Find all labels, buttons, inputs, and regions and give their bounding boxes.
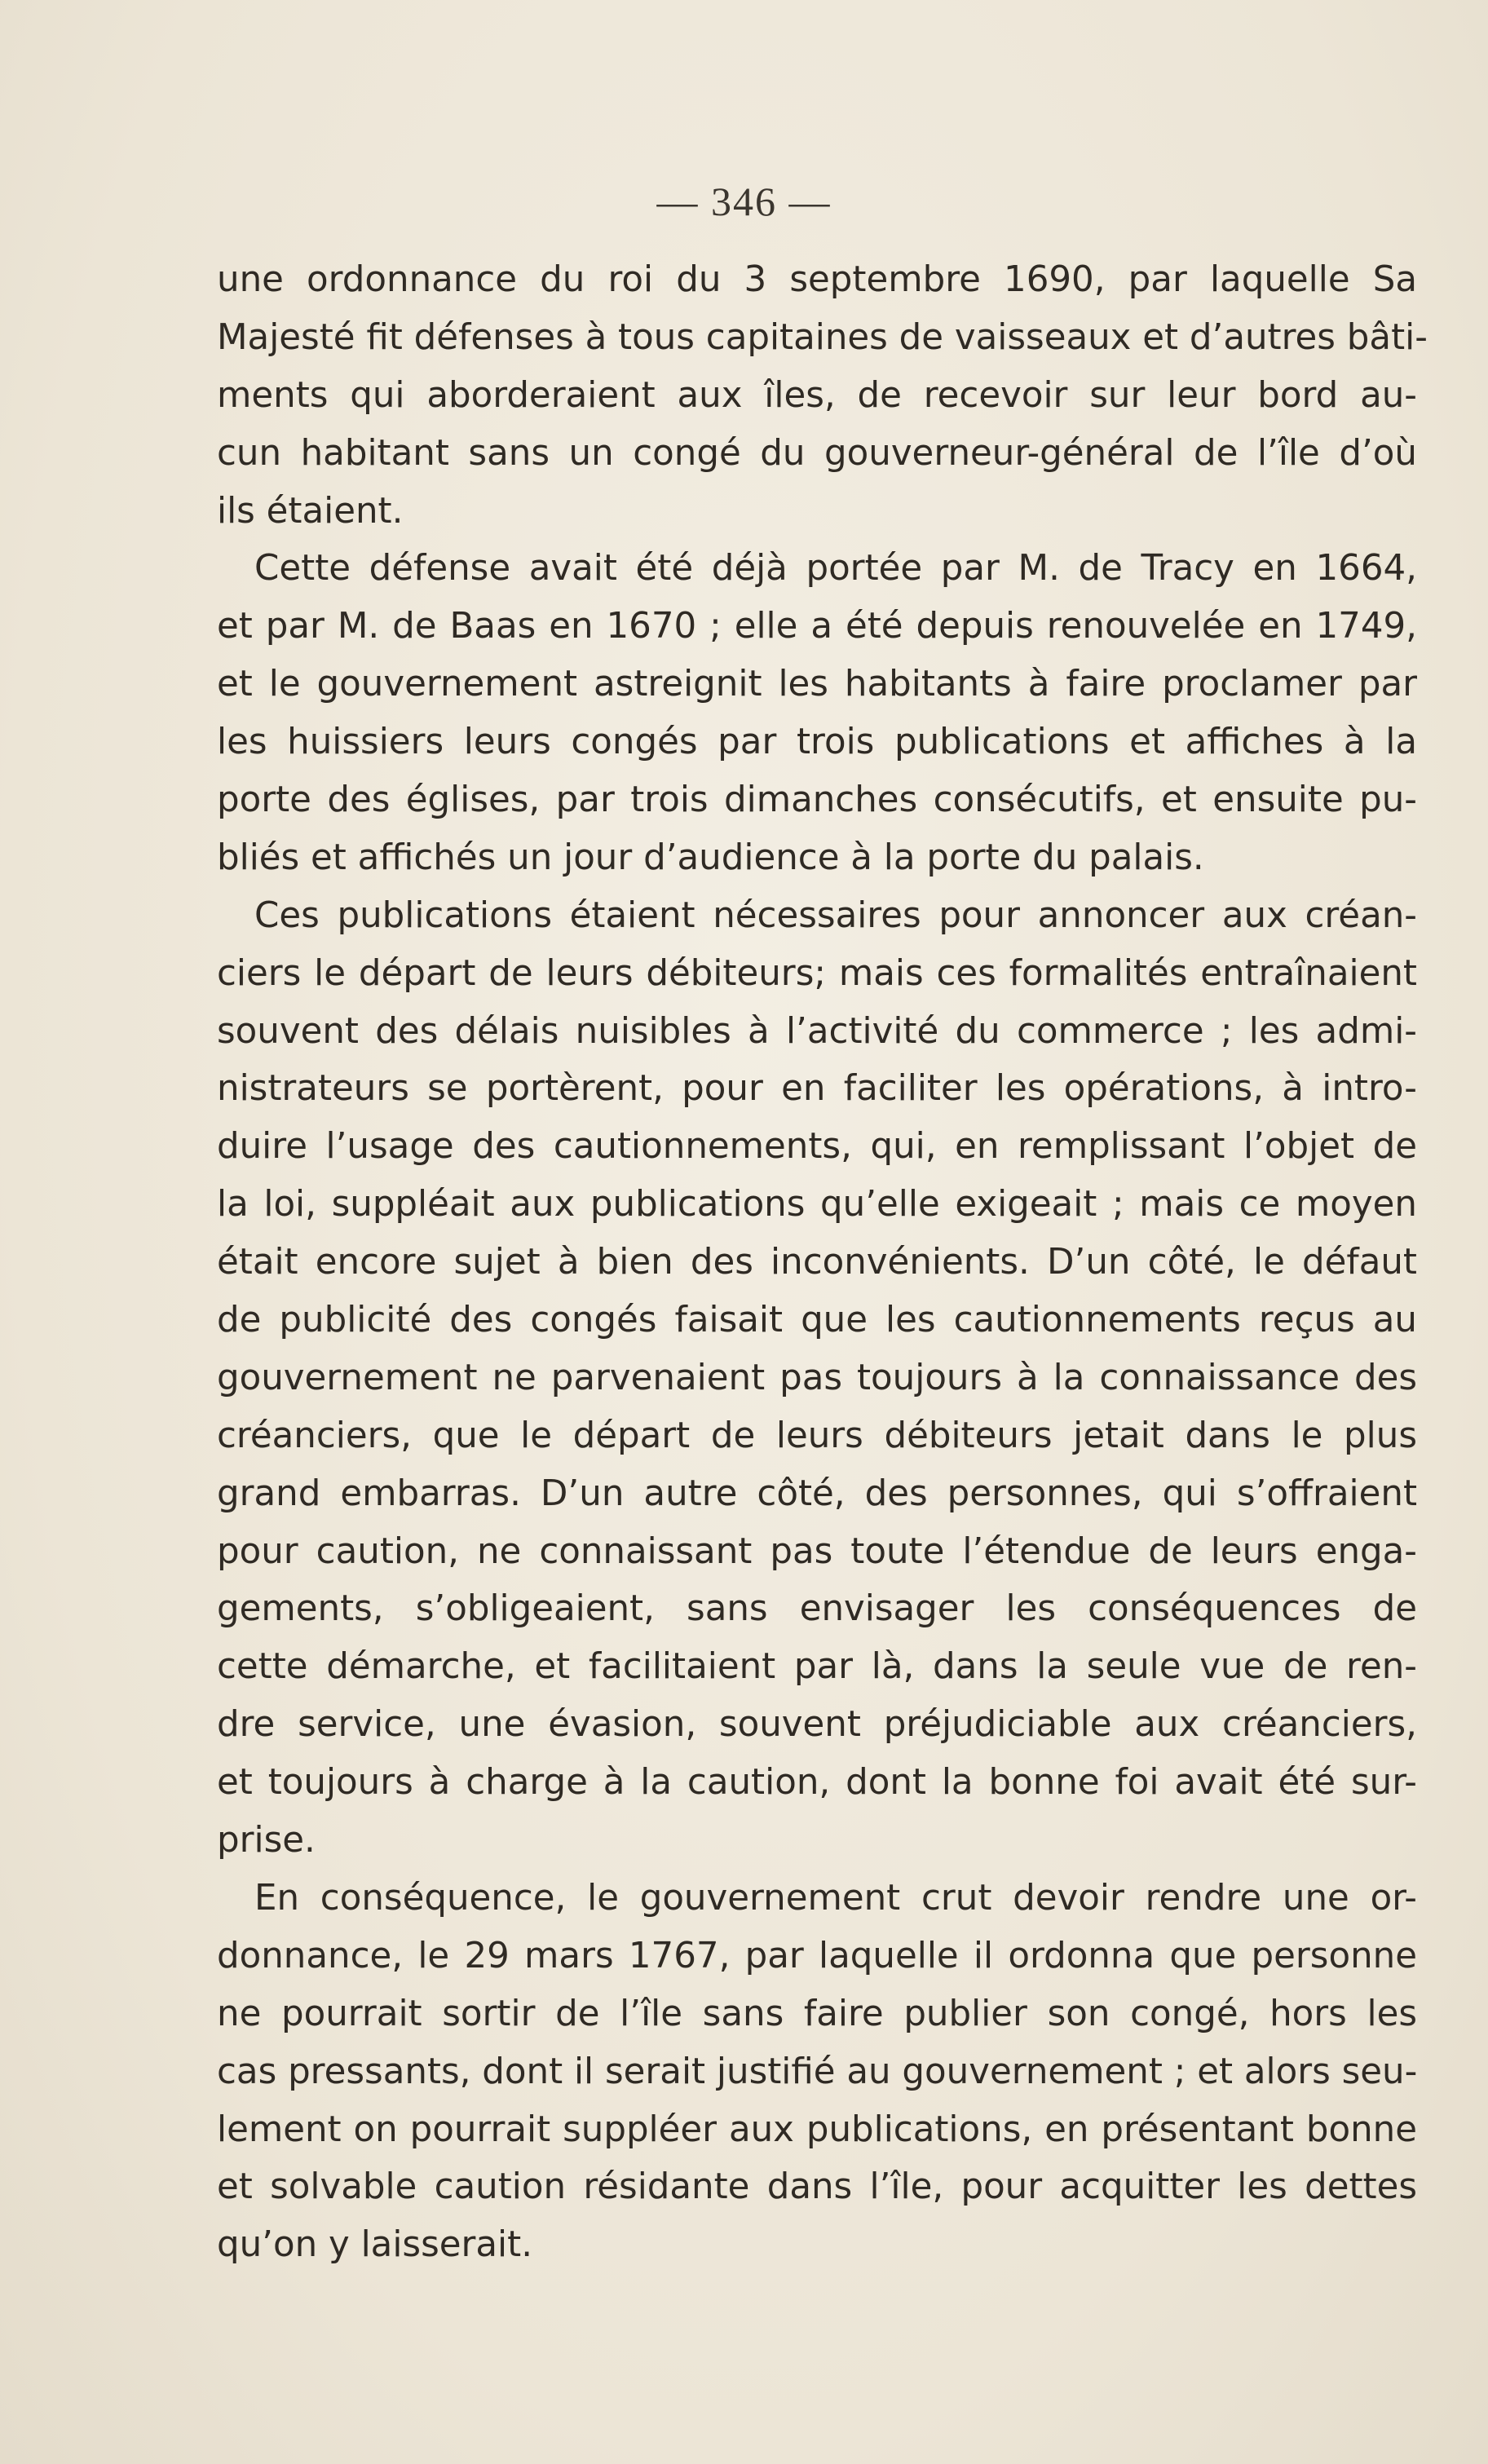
- text-line: duire l’usage des cautionnements, qui, en remplissant l’objet de: [217, 1126, 1417, 1168]
- text-line: ciers le départ de leurs débiteurs; mais ces formalités entraînaient: [217, 952, 1417, 994]
- text-line: nistrateurs se portèrent, pour en faciliter les opérations, à intro-: [217, 1068, 1417, 1110]
- text-line: pour caution, ne connaissant pas toute l’étendue de leurs enga-: [217, 1530, 1417, 1572]
- text-line: et solvable caution résidante dans l’île, pour acquitter les dettes: [217, 2166, 1417, 2208]
- text-line: donnance, le 29 mars 1767, par laquelle il ordonna que personne: [217, 1935, 1417, 1976]
- text-line: ne pourrait sortir de l’île sans faire publier son congé, hors les: [217, 1993, 1417, 2034]
- text-line: était encore sujet à bien des inconvénients. D’un côté, le défaut: [217, 1242, 1417, 1283]
- text-line: lement on pourrait suppléer aux publications, en présentant bonne: [217, 2109, 1417, 2150]
- text-line: souvent des délais nuisibles à l’activité du commerce ; les admi-: [217, 1010, 1417, 1052]
- text-line: la loi, suppléait aux publications qu’elle exigeait ; mais ce moyen: [217, 1184, 1417, 1225]
- text-line: cun habitant sans un congé du gouverneur-général de l’île d’où: [217, 432, 1417, 474]
- paragraph: [217, 251, 1428, 540]
- paragraph: [217, 1870, 1417, 2274]
- text-line: grand embarras. D’un autre côté, des personnes, qui s’offraient: [217, 1473, 1417, 1514]
- text-line: et par M. de Baas en 1670 ; elle a été depuis renouvelée en 1749,: [217, 606, 1417, 647]
- text-line: cas pressants, dont il serait justifié au gouvernement ; et alors seu-: [217, 2051, 1418, 2092]
- text-line: porte des églises, par trois dimanches consécutifs, et ensuite pu-: [217, 779, 1417, 821]
- paragraph: [217, 540, 1417, 886]
- text-line: gouvernement ne parvenaient pas toujours à la connaissance des: [217, 1357, 1417, 1398]
- text-line: et toujours à charge à la caution, dont la bonne foi avait été sur-: [217, 1762, 1417, 1804]
- text-line: Cette défense avait été déjà portée par M. de Tracy en 1664,: [254, 548, 1417, 590]
- text-line: Majesté fit défenses à tous capitaines de vaisseaux et d’autres bâti-: [217, 316, 1428, 358]
- text-line: créanciers, que le départ de leurs débiteurs jetait dans le plus: [217, 1415, 1417, 1456]
- text-line: Ces publications étaient nécessaires pour annoncer aux créan-: [254, 894, 1417, 936]
- text-line: de publicité des congés faisait que les cautionnements reçus au: [217, 1300, 1417, 1341]
- text-line: une ordonnance du roi du 3 septembre 1690, par laquelle Sa: [217, 259, 1417, 300]
- text-line: ils étaient.: [217, 490, 404, 532]
- body-text: [217, 251, 1428, 2274]
- text-line: les huissiers leurs congés par trois publications et affiches à la: [217, 722, 1417, 763]
- text-line: En conséquence, le gouvernement crut devoir rendre une or-: [254, 1877, 1417, 1919]
- text-line: cette démarche, et facilitaient par là, dans la seule vue de ren-: [217, 1646, 1417, 1688]
- text-line: ments qui aborderaient aux îles, de recevoir sur leur bord au-: [217, 374, 1417, 416]
- page-number: — 346 —: [656, 179, 832, 224]
- text-line: gements, s’obligeaient, sans envisager les conséquences de: [217, 1588, 1417, 1630]
- text-line: prise.: [217, 1820, 316, 1861]
- text-line: dre service, une évasion, souvent préjudiciable aux créanciers,: [217, 1704, 1417, 1746]
- text-line: bliés et affichés un jour d’audience à la porte du palais.: [217, 837, 1204, 878]
- text-line: qu’on y laisserait.: [217, 2224, 533, 2266]
- paragraph: [217, 887, 1417, 1870]
- text-line: et le gouvernement astreignit les habitants à faire proclamer par: [217, 664, 1417, 705]
